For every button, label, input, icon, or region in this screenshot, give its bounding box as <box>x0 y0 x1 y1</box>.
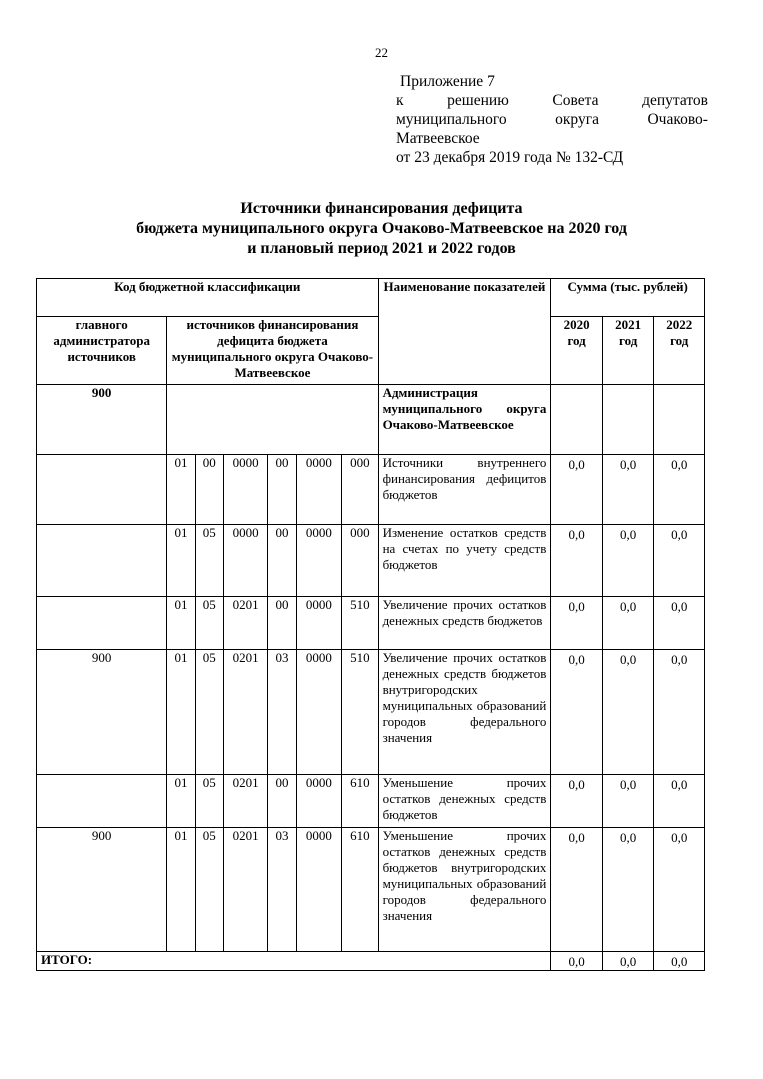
value-2022-cell: 0,0 <box>654 525 705 597</box>
appendix-line-2 <box>396 91 708 110</box>
value-2021-cell: 0,0 <box>602 597 654 650</box>
code-cell: 610 <box>342 828 378 952</box>
value-2021-cell: 0,0 <box>602 828 654 952</box>
title-line: Источники финансирования дефицита <box>240 200 523 217</box>
code-cell: 0000 <box>296 597 341 650</box>
code-cell: 00 <box>268 525 296 597</box>
table-row <box>37 455 705 525</box>
title-line: и плановый период 2021 и 2022 годов <box>247 240 516 257</box>
total-2020-cell: 0,0 <box>551 952 603 971</box>
code-cell: 0201 <box>223 775 267 828</box>
value-2020-cell: 0,0 <box>551 597 603 650</box>
year-2021-header: 2021 год <box>602 317 654 385</box>
name-header: Наименование показателей <box>378 279 551 385</box>
total-2021-cell: 0,0 <box>602 952 654 971</box>
code-cell: 0000 <box>296 775 341 828</box>
value-2021-cell: 0,0 <box>602 455 654 525</box>
value-2021-cell: 0,0 <box>602 650 654 775</box>
value-2022-cell: 0,0 <box>654 650 705 775</box>
admin-name-cell: Администрация муниципального округа Очаково-Матвеевское <box>378 385 551 455</box>
code-cell: 01 <box>167 775 195 828</box>
appendix-line-4: Матвеевское <box>396 130 480 147</box>
code-cell: 0000 <box>296 650 341 775</box>
admin-code-cell: 900 <box>37 385 167 455</box>
value-2022-cell: 0,0 <box>654 455 705 525</box>
code-cell: 510 <box>342 597 378 650</box>
indicator-name-cell: Источники внутреннего финансирования дефицитов бюджетов <box>378 455 551 525</box>
code-cell: 03 <box>268 828 296 952</box>
code-cell: 05 <box>195 775 223 828</box>
code-cell: 510 <box>342 650 378 775</box>
admin-cell <box>37 455 167 525</box>
code-cell: 0201 <box>223 650 267 775</box>
value-2021-cell: 0,0 <box>602 525 654 597</box>
sources-header: источников финансирования дефицита бюджета муниципального округа Очаково-Матвеевское <box>167 317 378 385</box>
table-row <box>37 385 705 455</box>
appendix-word: депутатов <box>642 92 708 109</box>
indicator-name-cell: Изменение остатков средств на счетах по учету средств бюджетов <box>378 525 551 597</box>
header-row <box>37 317 705 333</box>
appendix-word: к <box>396 92 404 109</box>
value-2020-cell: 0,0 <box>551 525 603 597</box>
code-cell: 00 <box>268 775 296 828</box>
appendix-word: Очаково- <box>647 111 708 128</box>
appendix-word: округа <box>555 111 599 128</box>
total-label: ИТОГО: <box>37 952 551 971</box>
code-cell: 000 <box>342 525 378 597</box>
appendix-title: Приложение 7 <box>400 73 495 90</box>
code-cell: 05 <box>195 525 223 597</box>
code-cell: 00 <box>195 455 223 525</box>
admin-cell: 900 <box>37 828 167 952</box>
code-cell: 0201 <box>223 597 267 650</box>
table-row <box>37 775 705 828</box>
code-cell: 00 <box>268 455 296 525</box>
table-row <box>37 828 705 952</box>
code-cell: 03 <box>268 650 296 775</box>
code-cell: 0000 <box>296 455 341 525</box>
code-cell: 610 <box>342 775 378 828</box>
indicator-name-cell: Увеличение прочих остатков денежных средств бюджетов <box>378 597 551 650</box>
code-cell: 0000 <box>296 525 341 597</box>
financing-sources-table <box>36 278 705 971</box>
code-cell: 000 <box>342 455 378 525</box>
table-row <box>37 650 705 775</box>
code-cell: 01 <box>167 828 195 952</box>
code-cell: 01 <box>167 650 195 775</box>
admin-header: главного администратора источников <box>37 317 167 385</box>
code-cell: 01 <box>167 525 195 597</box>
empty-cell <box>602 385 654 455</box>
code-cell: 0201 <box>223 828 267 952</box>
total-row <box>37 952 705 971</box>
page-number: 22 <box>375 45 388 60</box>
value-2022-cell: 0,0 <box>654 828 705 952</box>
value-2021-cell: 0,0 <box>602 775 654 828</box>
header-row <box>37 279 705 317</box>
admin-cell: 900 <box>37 650 167 775</box>
code-cell: 0000 <box>223 455 267 525</box>
value-2020-cell: 0,0 <box>551 828 603 952</box>
code-cell: 05 <box>195 597 223 650</box>
title-line: бюджета муниципального округа Очаково-Матвеевское на 2020 год <box>136 220 627 237</box>
document-title <box>20 199 743 259</box>
code-cell: 00 <box>268 597 296 650</box>
indicator-name-cell: Увеличение прочих остатков денежных средств бюджетов внутригородских муниципальных образований городов федерального значения <box>378 650 551 775</box>
appendix-word: Совета <box>552 92 599 109</box>
admin-cell <box>37 597 167 650</box>
appendix-line-3 <box>396 110 708 129</box>
appendix-word: муниципального <box>396 111 507 128</box>
year-2020-header: 2020 год <box>551 317 603 385</box>
appendix-date-line: от 23 декабря 2019 года № 132-СД <box>396 149 624 166</box>
code-cell: 05 <box>195 650 223 775</box>
code-cell: 05 <box>195 828 223 952</box>
total-2022-cell: 0,0 <box>654 952 705 971</box>
table-row <box>37 525 705 597</box>
empty-cell <box>654 385 705 455</box>
indicator-name-cell: Уменьшение прочих остатков денежных средств бюджетов внутригородских муниципальных образований городов федерального значения <box>378 828 551 952</box>
value-2020-cell: 0,0 <box>551 455 603 525</box>
code-cell: 01 <box>167 597 195 650</box>
value-2022-cell: 0,0 <box>654 775 705 828</box>
appendix-word: решению <box>447 92 509 109</box>
indicator-name-cell: Уменьшение прочих остатков денежных средств бюджетов <box>378 775 551 828</box>
value-2020-cell: 0,0 <box>551 650 603 775</box>
empty-cell <box>167 385 378 455</box>
sum-header: Сумма (тыс. рублей) <box>551 279 705 317</box>
code-cell: 01 <box>167 455 195 525</box>
code-cell: 0000 <box>223 525 267 597</box>
admin-cell <box>37 775 167 828</box>
value-2020-cell: 0,0 <box>551 775 603 828</box>
code-cell: 0000 <box>296 828 341 952</box>
year-2022-header: 2022 год <box>654 317 705 385</box>
admin-cell <box>37 525 167 597</box>
appendix-block <box>396 72 708 167</box>
code-header: Код бюджетной классификации <box>37 279 379 317</box>
empty-cell <box>551 385 603 455</box>
value-2022-cell: 0,0 <box>654 597 705 650</box>
table-row <box>37 597 705 650</box>
